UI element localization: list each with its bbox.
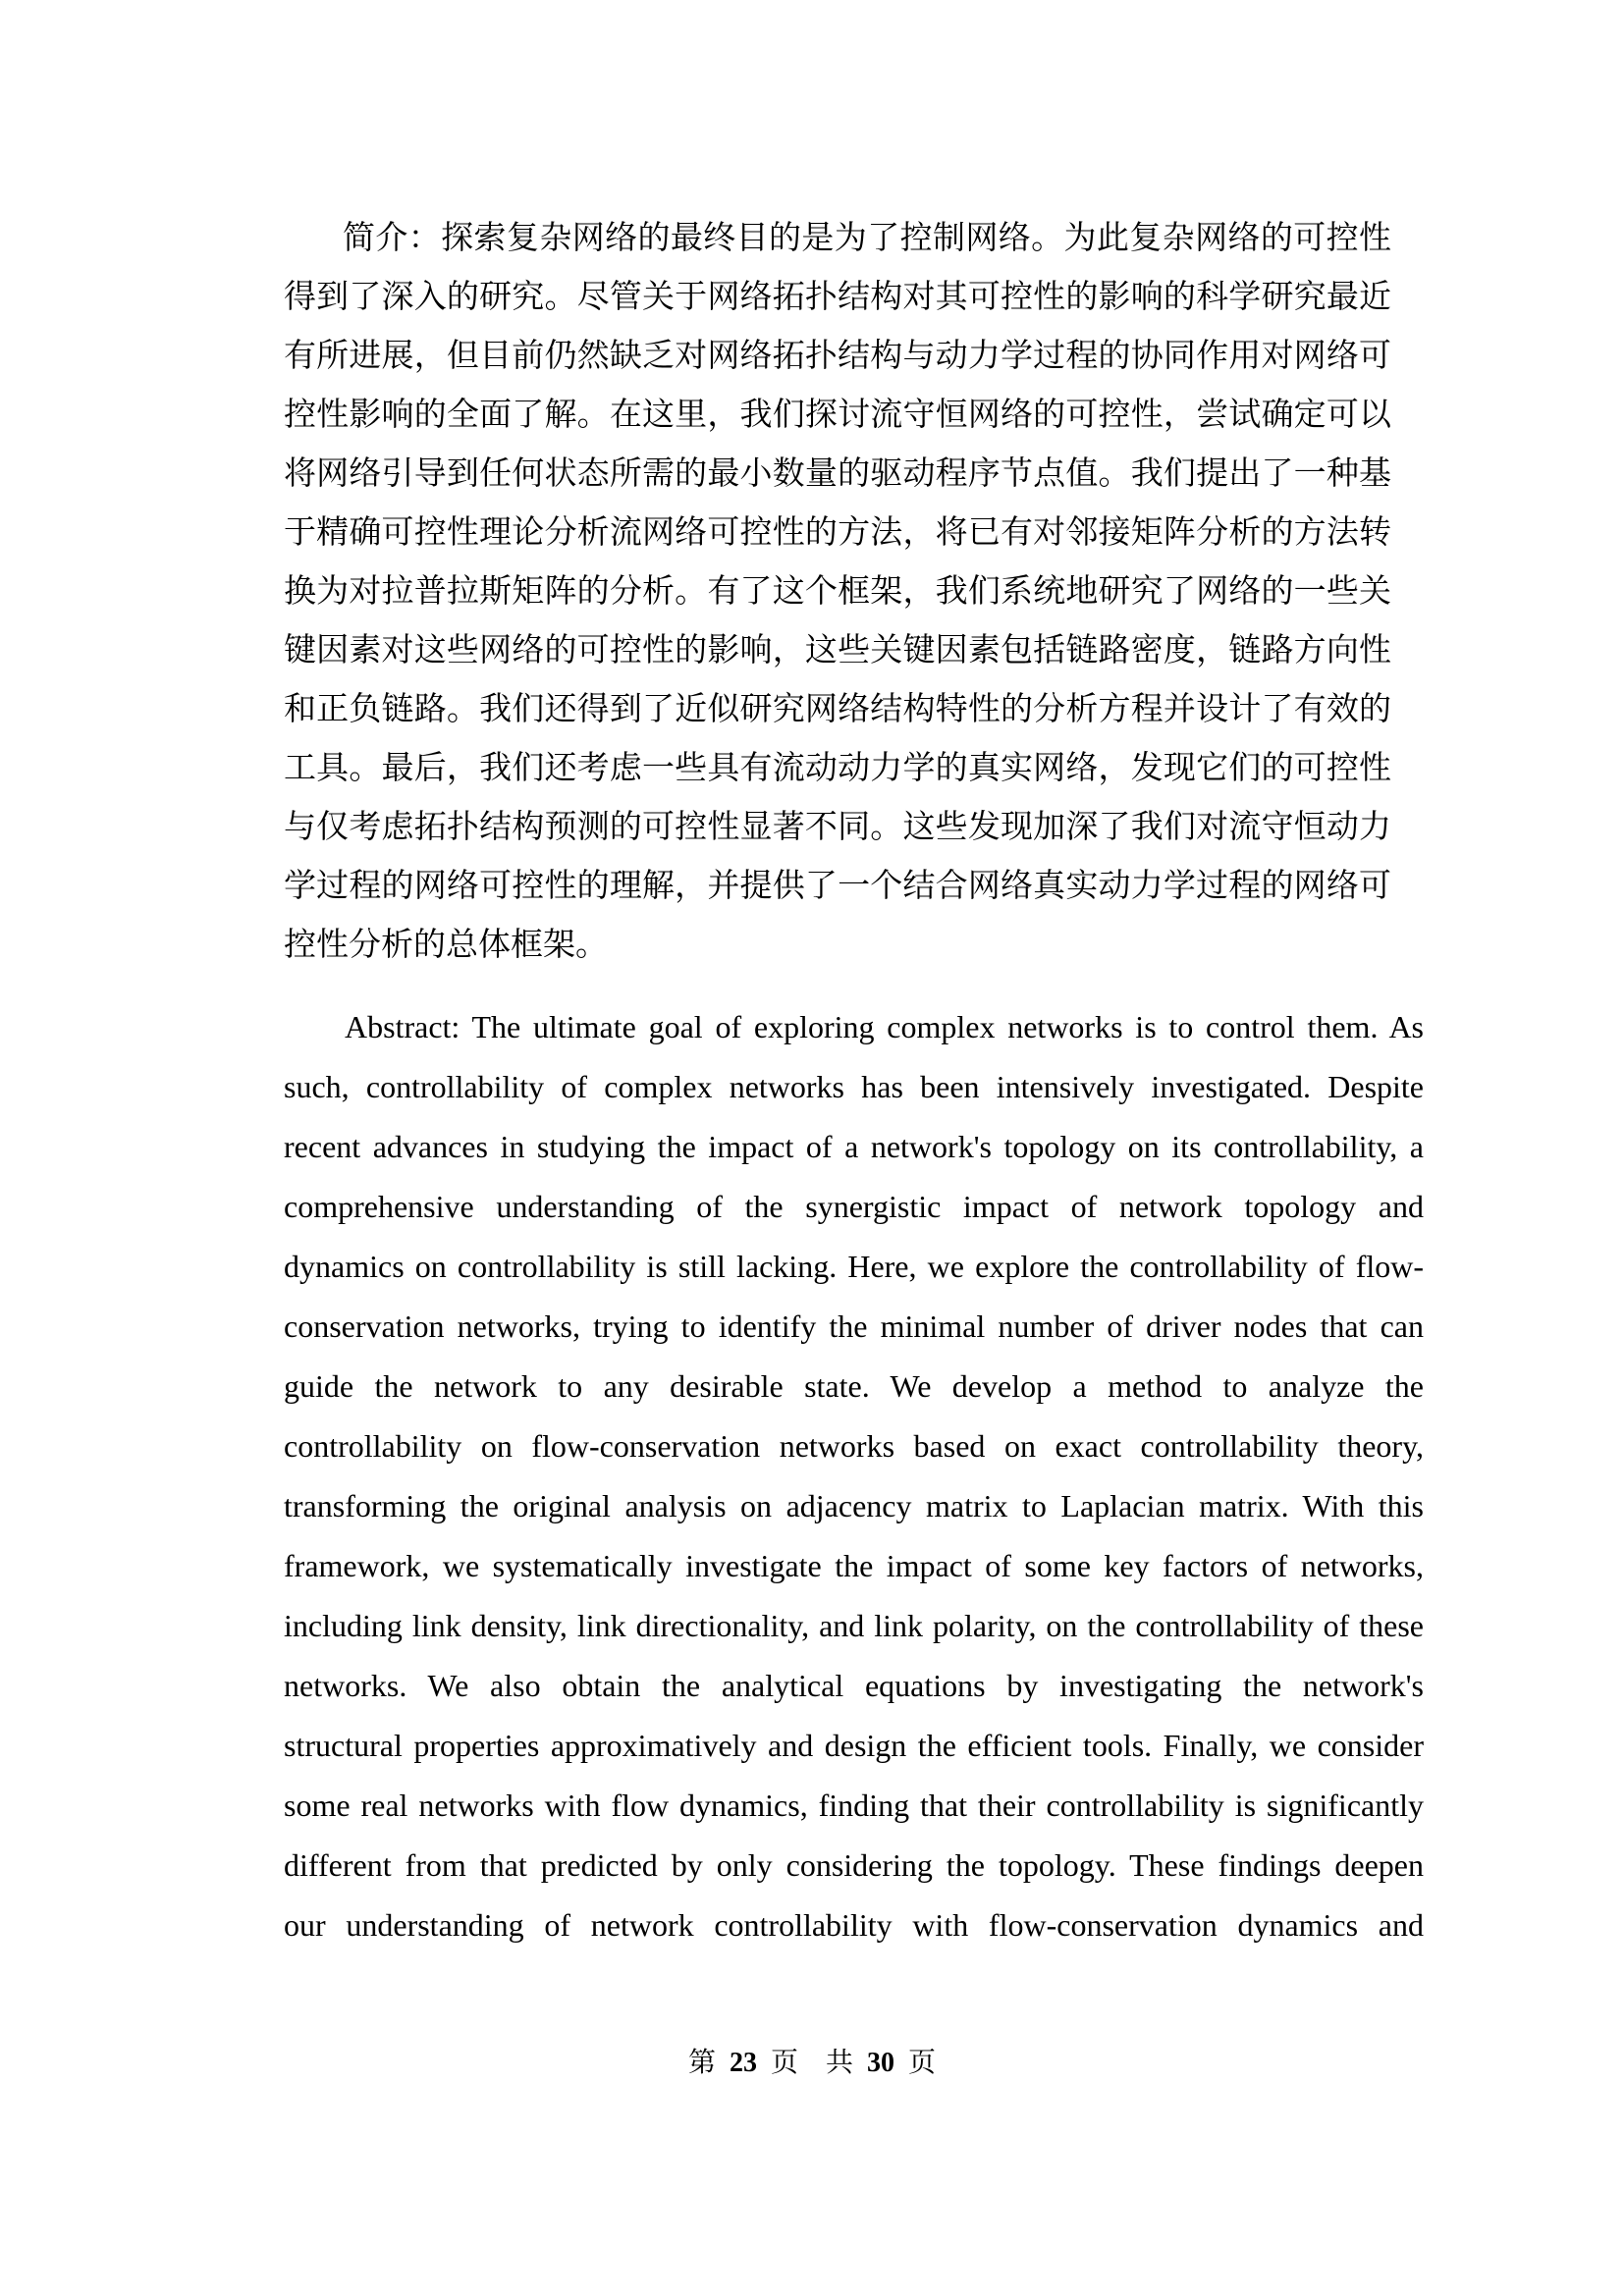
chinese-abstract-line: 简介：探索复杂网络的最终目的是为了控制网络。为此复杂网络的可控性: [343, 221, 1391, 256]
english-abstract-line: framework, we systematically investigate the impact of some key factors of networks,: [284, 1548, 1424, 1583]
chinese-abstract-line: 有所进展，但目前仍然缺乏对网络拓扑结构与动力学过程的协同作用对网络可: [284, 339, 1391, 374]
chinese-abstract-line: 将网络引导到任何状态所需的最小数量的驱动程序节点值。我们提出了一种基: [284, 456, 1391, 492]
chinese-abstract-line: 键因素对这些网络的可控性的影响，这些关键因素包括链路密度，链路方向性: [284, 633, 1391, 668]
chinese-abstract-line: 学过程的网络可控性的理解，并提供了一个结合网络真实动力学过程的网络可: [284, 869, 1391, 904]
english-abstract-line: different from that predicted by only considering the topology. These findings deepen: [284, 1847, 1424, 1883]
footer-total-prefix-label: 共: [826, 2048, 854, 2078]
english-abstract-line: dynamics on controllability is still lacking. Here, we explore the controllability of flow-: [284, 1249, 1424, 1284]
english-abstract-line: guide the network to any desirable state. We develop a method to analyze the: [284, 1368, 1424, 1404]
english-abstract-line: including link density, link directionality, and link polarity, on the controllability of these: [284, 1608, 1424, 1643]
footer-current-page-number: 23: [729, 2048, 757, 2078]
footer-total-suffix-label: 页: [908, 2048, 937, 2078]
english-abstract-line: some real networks with flow dynamics, finding that their controllability is significantly: [284, 1788, 1424, 1823]
chinese-abstract-line: 和正负链路。我们还得到了近似研究网络结构特性的分析方程并设计了有效的: [284, 692, 1391, 727]
chinese-abstract-line: 控性分析的总体框架。: [284, 928, 608, 963]
chinese-abstract-line: 工具。最后，我们还考虑一些具有流动动力学的真实网络，发现它们的可控性: [284, 751, 1391, 786]
english-abstract-line: networks. We also obtain the analytical equations by investigating the network's: [284, 1668, 1424, 1703]
footer-total-pages-number: 30: [867, 2048, 895, 2078]
english-abstract-line: our understanding of network controllability with flow-conservation dynamics and: [284, 1907, 1424, 1943]
footer-page-prefix-label: 第: [687, 2048, 716, 2078]
chinese-abstract-line: 换为对拉普拉斯矩阵的分析。有了这个框架，我们系统地研究了网络的一些关: [284, 574, 1391, 610]
english-abstract-line: comprehensive understanding of the synergistic impact of network topology and: [284, 1189, 1424, 1224]
chinese-abstract-line: 控性影响的全面了解。在这里，我们探讨流守恒网络的可控性，尝试确定可以: [284, 398, 1391, 433]
english-abstract-paragraph: [284, 997, 1424, 1955]
english-abstract-line: conservation networks, trying to identify the minimal number of driver nodes that can: [284, 1308, 1424, 1344]
english-abstract-line: recent advances in studying the impact of a network's topology on its controllability, a: [284, 1129, 1424, 1164]
page-footer: [0, 2044, 1624, 2083]
english-abstract-line: Abstract: The ultimate goal of exploring complex networks is to control them. As: [345, 1009, 1424, 1044]
english-abstract-line: controllability on flow-conservation networks based on exact controllability theory,: [284, 1428, 1424, 1464]
english-abstract-line: such, controllability of complex networks has been intensively investigated. Despite: [284, 1069, 1424, 1104]
english-abstract-line: structural properties approximatively and design the efficient tools. Finally, we consider: [284, 1728, 1424, 1763]
chinese-abstract-line: 与仅考虑拓扑结构预测的可控性显著不同。这些发现加深了我们对流守恒动力: [284, 810, 1391, 845]
chinese-abstract-line: 得到了深入的研究。尽管关于网络拓扑结构对其可控性的影响的科学研究最近: [284, 280, 1391, 315]
chinese-abstract-line: 于精确可控性理论分析流网络可控性的方法，将已有对邻接矩阵分析的方法转: [284, 515, 1391, 551]
chinese-abstract-paragraph: [284, 209, 1391, 975]
footer-page-suffix-label: 页: [770, 2048, 798, 2078]
english-abstract-line: transforming the original analysis on adjacency matrix to Laplacian matrix. With this: [284, 1488, 1424, 1523]
